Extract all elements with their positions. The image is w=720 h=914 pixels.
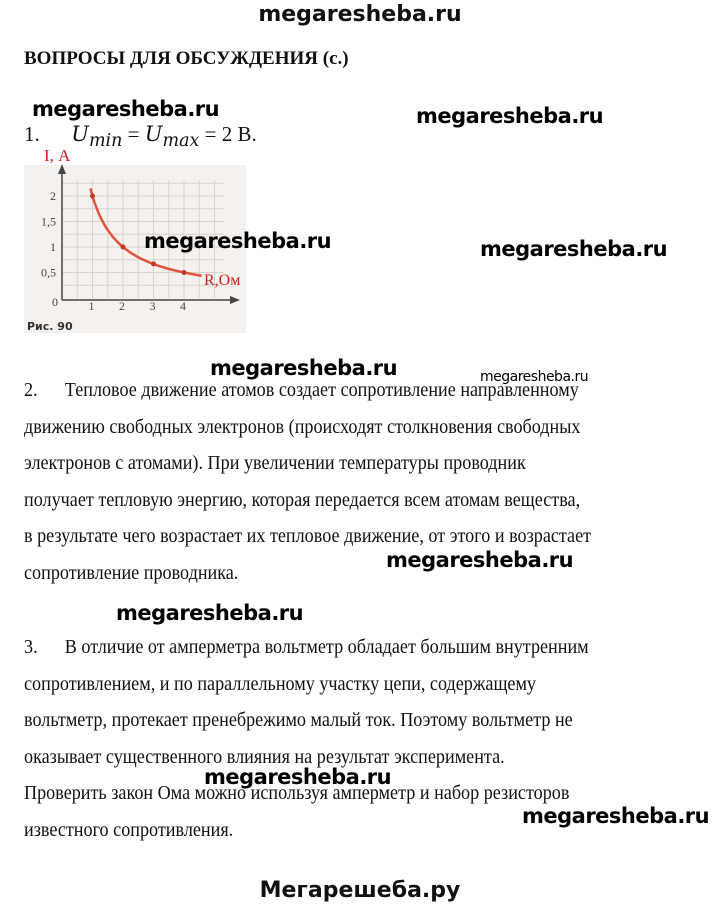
data-point (182, 270, 187, 275)
data-point (121, 245, 126, 250)
equals: = (122, 122, 145, 146)
y-tick-label: 1,5 (41, 214, 56, 229)
paragraph-line: электронов с атомами). При увеличении температуры проводник (24, 453, 526, 475)
y-tick-label: 1 (50, 240, 56, 254)
var-u: U (71, 122, 89, 146)
watermark: megaresheba.ru (116, 601, 304, 625)
watermark: megaresheba.ru (32, 97, 220, 121)
paragraph-line: 3. В отличие от амперметра вольтметр обладает большим внутренним (24, 637, 589, 658)
watermark: megaresheba.ru (204, 765, 392, 789)
site-header: megaresheba.ru (258, 2, 462, 27)
y-tick-label: 2 (50, 189, 56, 203)
watermark: megaresheba.ru (416, 104, 604, 128)
sub-max: max (162, 131, 200, 152)
data-point (90, 194, 95, 199)
watermark: megaresheba.ru (144, 229, 332, 253)
watermark: megaresheba.ru (386, 548, 574, 572)
x-tick-label: 2 (119, 299, 125, 313)
paragraph-line: сопротивление проводника. (24, 563, 239, 584)
x-axis-label: R,Ом (204, 272, 241, 289)
answer-number: 1. (24, 122, 40, 146)
x-tick-label: 1 (88, 299, 95, 313)
watermark: megaresheba.ru (480, 369, 589, 385)
paragraph-line: в результате чего возрастает их тепловое движение, от этого и возрастает (24, 526, 592, 548)
paragraph-line: получает тепловую энергию, которая передается всем атомам вещества, (24, 489, 581, 511)
x-tick-label: 3 (149, 299, 156, 313)
paragraph-line: движению свободных электронов (происходят столкновения свободных (24, 416, 581, 438)
x-tick-label: 4 (180, 299, 186, 313)
paragraph-line: 2. Тепловое движение атомов создает сопротивление направленному (24, 380, 579, 401)
y-axis-label: I, А (44, 150, 71, 165)
site-footer: Мегарешеба.ру (259, 878, 461, 903)
data-point (151, 261, 156, 266)
figure-caption: Рис. 90 (27, 320, 73, 333)
var-u: U (144, 122, 163, 146)
paragraph-line: Проверить закон Ома можно используя амперметр и набор резисторов (24, 783, 570, 805)
paragraph-line: известного сопротивления. (24, 820, 234, 841)
origin-label: 0 (52, 295, 58, 309)
sub-min: min (88, 131, 123, 152)
equation-value: = 2 В. (199, 122, 257, 146)
paragraph-line: оказывает существенного влияния на результат эксперимента. (24, 746, 505, 768)
watermark: megaresheba.ru (480, 237, 668, 261)
section-title: ВОПРОСЫ ДЛЯ ОБСУЖДЕНИЯ (с.) (24, 48, 349, 69)
answer-1-equation (24, 122, 257, 151)
watermark: megaresheba.ru (522, 804, 710, 828)
watermark: megaresheba.ru (210, 356, 398, 380)
paragraph-line: вольтметр, протекает пренебрежимо малый ток. Поэтому вольтметр не (24, 710, 573, 732)
y-tick-label: 0,5 (41, 265, 56, 280)
paragraph-line: сопротивлением, и по параллельному участку цепи, содержащему (24, 673, 537, 695)
